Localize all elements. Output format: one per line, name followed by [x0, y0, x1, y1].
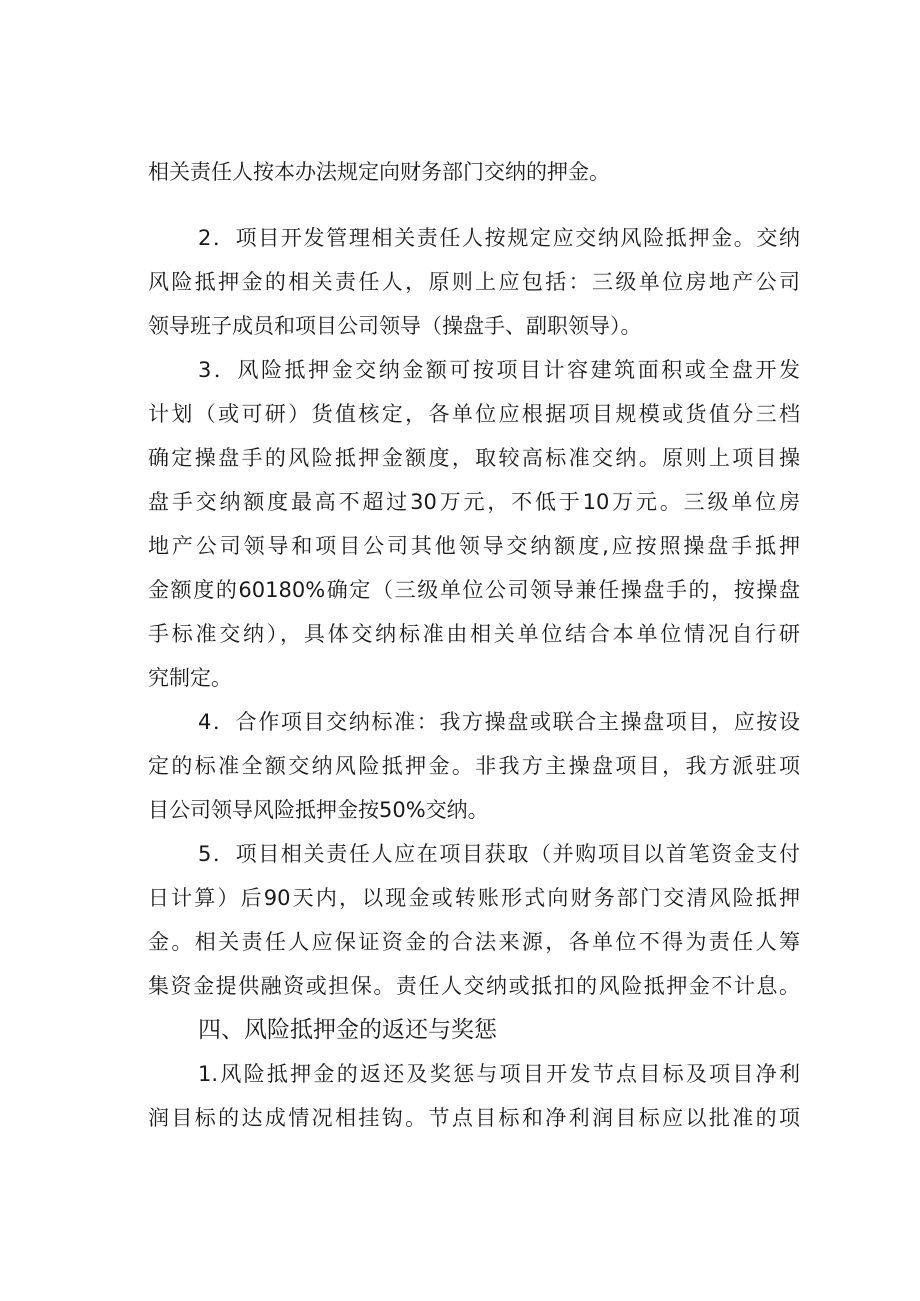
item3-line-1: 3．风险抵押金交纳金额可按项目计容建筑面积或全盘开发 [198, 358, 800, 382]
section4-item1-line-1: 1.风险抵押金的返还及奖惩与项目开发节点目标及项目净利 [198, 1062, 800, 1086]
item3-line-6: 金额度的60180%确定（三级单位公司领导兼任操盘手的，按操盘 [148, 578, 800, 602]
item4-line-2: 定的标准全额交纳风险抵押金。非我方主操盘项目，我方派驻项 [148, 754, 800, 778]
section4-heading: 四、风险抵押金的返还与奖惩 [198, 1017, 497, 1043]
item3-line-8: 究制定。 [148, 666, 232, 690]
intro-line: 相关责任人按本办法规定向财务部门交纳的押金。 [148, 160, 610, 184]
item4-line-1: 4．合作项目交纳标准：我方操盘或联合主操盘项目，应按设 [198, 710, 800, 734]
item5-line-1: 5．项目相关责任人应在项目获取（并购项目以首笔资金支付 [198, 842, 800, 866]
item3-line-3: 确定操盘手的风险抵押金额度，取较高标准交纳。原则上项目操 [148, 446, 800, 470]
item2-line-1: 2．项目开发管理相关责任人按规定应交纳风险抵押金。交纳 [198, 226, 800, 250]
item3-line-2: 计划（或可研）货值核定，各单位应根据项目规模或货值分三档 [148, 402, 800, 426]
item3-line-7: 手标准交纳），具体交纳标准由相关单位结合本单位情况自行研 [148, 622, 800, 646]
section4-item1-line-2: 润目标的达成情况相挂钩。节点目标和净利润目标应以批准的项 [148, 1106, 800, 1130]
item5-line-4: 集资金提供融资或担保。责任人交纳或抵扣的风险抵押金不计息。 [148, 974, 800, 998]
item4-line-3: 目公司领导风险抵押金按50%交纳。 [148, 798, 489, 822]
item3-line-4: 盘手交纳额度最高不超过30万元，不低于10万元。三级单位房 [148, 490, 800, 514]
item3-line-5: 地产公司领导和项目公司其他领导交纳额度,应按照操盘手抵押 [148, 534, 800, 558]
item5-line-3: 金。相关责任人应保证资金的合法来源，各单位不得为责任人筹 [148, 930, 800, 954]
item2-line-3: 领导班子成员和项目公司领导（操盘手、副职领导）。 [148, 314, 642, 338]
item5-line-2: 日计算）后90天内，以现金或转账形式向财务部门交清风险抵押 [148, 886, 800, 910]
item2-line-2: 风险抵押金的相关责任人，原则上应包括：三级单位房地产公司 [148, 270, 800, 294]
